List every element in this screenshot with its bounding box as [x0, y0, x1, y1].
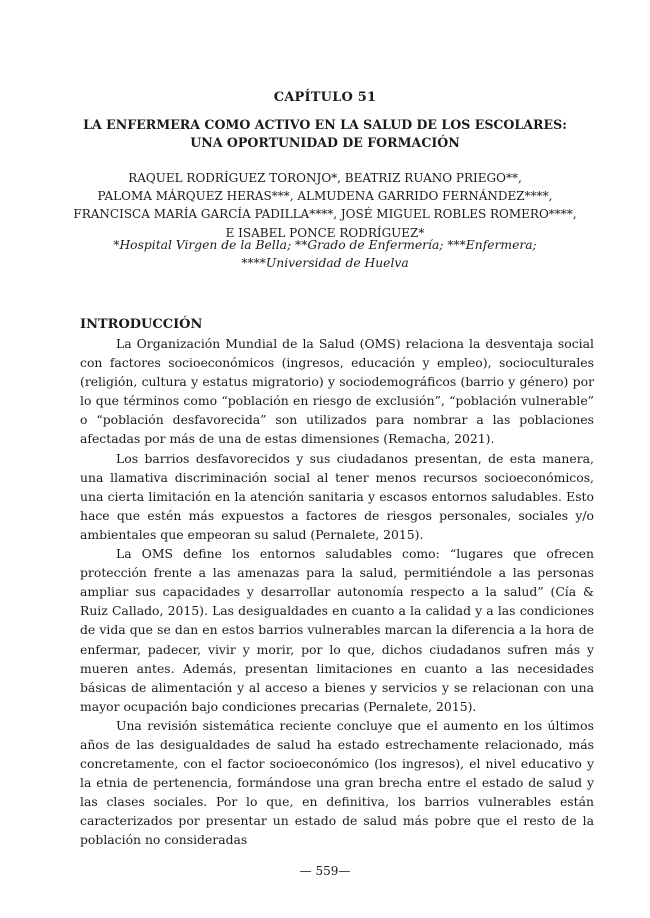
author-line: E ISABEL PONCE RODRÍGUEZ*: [225, 225, 425, 240]
page-number: — 559—: [299, 864, 351, 878]
chapter-title: [0, 116, 650, 152]
author-line: RAQUEL RODRÍGUEZ TORONJO*, BEATRIZ RUANO PRIEGO**,: [128, 171, 522, 185]
affiliation-line: ****Universidad de Huelva: [241, 255, 409, 270]
body-paragraph: La Organización Mundial de la Salud (OMS) relaciona la desventaja social con factores socioeconómicos (ingresos, educación y empleo), socioculturales (religión, cultura y estatus migratorio) y sociodemográficos (barrio y género) por lo que términos como “población en riesgo de exclusión”, “población vulnerable” o “población desfavorecida” son utilizados para nombrar a las poblaciones afectadas por más de una de estas dimensiones (Remacha, 2021).: [80, 336, 594, 447]
author-line: PALOMA MÁRQUEZ HERAS***, ALMUDENA GARRIDO FERNÁNDEZ****,: [97, 189, 553, 204]
chapter-title-line: UNA OPORTUNIDAD DE FORMACIÓN: [190, 135, 460, 150]
section-heading: INTRODUCCIÓN: [80, 317, 203, 332]
chapter-label: CAPÍTULO 51: [273, 90, 377, 105]
chapter-title-line: LA ENFERMERA COMO ACTIVO EN LA SALUD DE LOS ESCOLARES:: [83, 117, 567, 132]
body-paragraph: Una revisión sistemática reciente concluye que el aumento en los últimos años de las desigualdades de salud ha estado estrechamente relacionado, más concretamente, con el factor socioeconómico (los ingresos), el nivel educativo y la etnia de pertenencia, formándose una gran brecha entre el estado de salud y las clases sociales. Por lo que, en definitiva, los barrios vulnerables están caracterizados por presentar un estado de salud más pobre que el resto de la población no consideradas: [80, 717, 594, 848]
body-paragraph: La OMS define los entornos saludables como: “lugares que ofrecen protección frente a las amenazas para la salud, permitiéndole a las personas ampliar sus capacidades y desarrollar autonomía respecto a la salud” (Cía & Ruiz Callado, 2015). Las desigualdades en cuanto a la calidad y a las condiciones de vida que se dan en estos barrios vulnerables marcan la diferencia a la hora de enfermar, padecer, vivir y morir, por lo que, dichos ciudadanos sufren más y mueren antes. Además, presentan limitaciones en cuanto a las necesidades básicas de alimentación y al acceso a bienes y servicios y se relacionan con una mayor ocupación bajo condiciones precarias (Pernalete, 2015).: [80, 546, 594, 714]
affiliation-line: *Hospital Virgen de la Bella; **Grado de Enfermería; ***Enfermera;: [113, 238, 537, 252]
body-paragraph: Los barrios desfavorecidos y sus ciudadanos presentan, de esta manera, una llamativa discriminación social al tener menos recursos socioeconómicos, una cierta limitación en la atención sanitaria y escasos entornos saludables. Esto hace que estén más expuestos a factores de riesgos personales, sociales y/o ambientales que empeoran su salud (Pernalete, 2015).: [80, 450, 594, 542]
affiliations: [0, 237, 650, 272]
author-line: FRANCISCA MARÍA GARCÍA PADILLA****, JOSÉ MIGUEL ROBLES ROMERO****,: [73, 207, 577, 222]
section-body: [80, 334, 594, 850]
author-list: [0, 169, 650, 242]
